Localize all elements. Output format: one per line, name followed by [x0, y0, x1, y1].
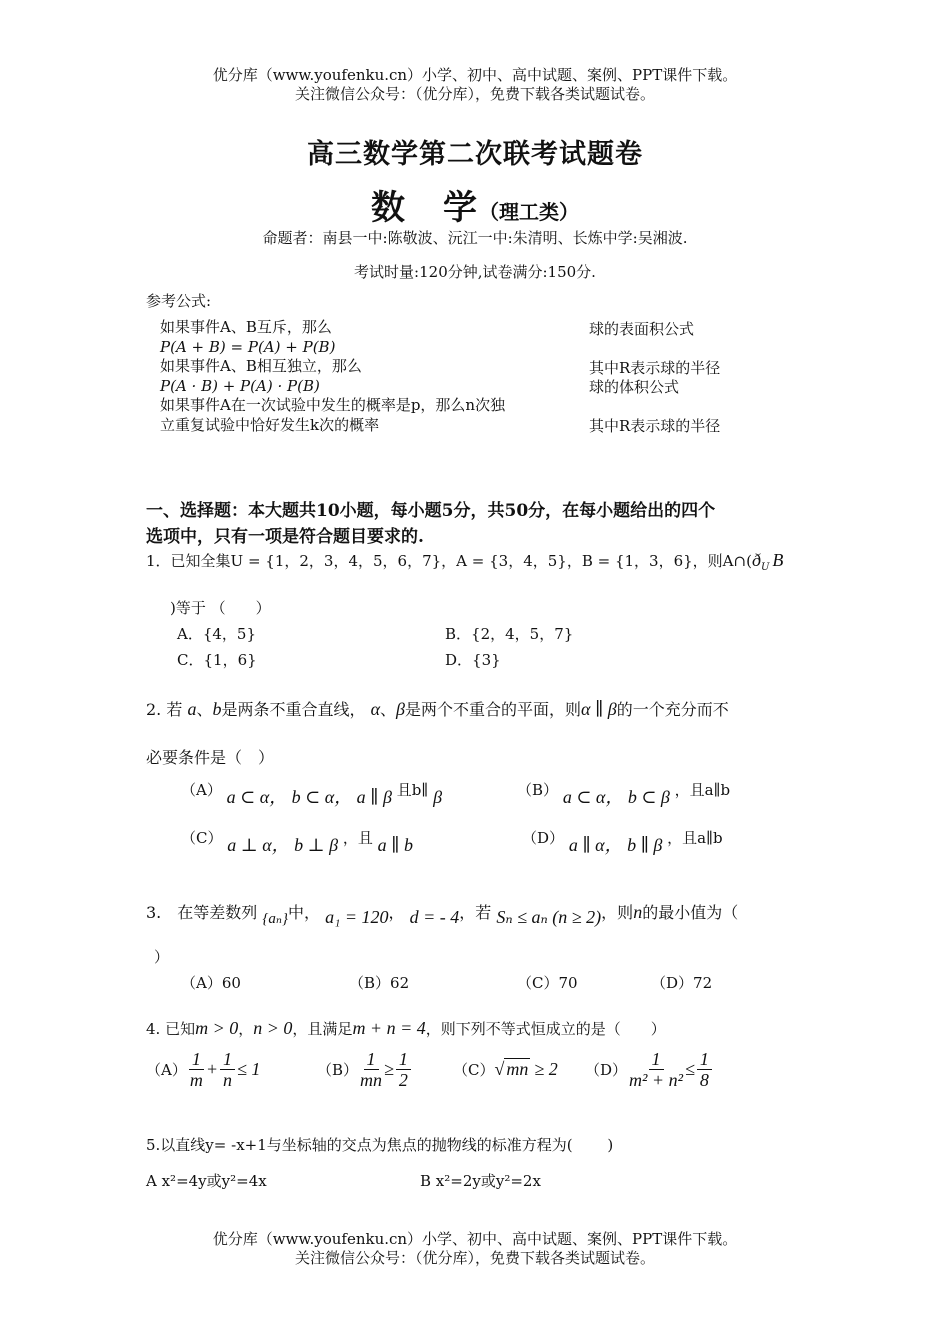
q2-d-math: a ∥ α， b ∥ β [568, 835, 663, 855]
q4-stem [146, 1018, 666, 1039]
q4-cond2: n > 0 [253, 1018, 293, 1038]
site-banner-line2: 关注微信公众号：（优分库），免费下载各类试题试卷。 [294, 85, 655, 103]
subject-note: （理工类） [479, 200, 579, 224]
q4-comma1: ， [238, 1020, 254, 1038]
q4-a-label: （A） [146, 1060, 187, 1079]
sqrt-symbol: √ [494, 1058, 505, 1079]
q1-stem [146, 550, 783, 573]
q3-option-d: （D）72 [651, 974, 713, 992]
q4-b-label: （B） [317, 1060, 359, 1079]
complement-symbol: ð [751, 550, 761, 570]
q2-option-c [181, 823, 413, 855]
q2-stem-cont: 必要条件是（ ） [146, 748, 275, 767]
q2-d-tail: ，且a∥b [667, 829, 723, 847]
q2-b-tail: ，且a∥b [674, 781, 731, 799]
q4-c-label: （C） [453, 1060, 495, 1079]
subject-name: 数 学 [371, 188, 479, 228]
q2-sep1: 、 [196, 700, 213, 719]
sqrt-radicand: mn [506, 1059, 529, 1079]
q2-condition: α ∥ β [581, 699, 617, 719]
fraction: $\frac{1}{mn}$ [360, 1048, 383, 1090]
section-heading-line2: 选项中，只有一项是符合题目要求的. [146, 527, 424, 547]
q3-text2: ，若 [459, 903, 492, 922]
q2-a-end: β [433, 787, 443, 807]
q5-option-b: B x²=2y或y²=2x [420, 1172, 541, 1190]
q4-cond1: m > 0 [195, 1018, 239, 1038]
q4-option-c: （C） √ mn ≥ 2 [453, 1058, 558, 1079]
q2-c-label: （C） [181, 829, 223, 847]
q5-stem: 5.以直线y= -x+1与坐标轴的交点为焦点的抛物线的标准方程为( ) [146, 1136, 614, 1154]
q4-cond3: m + n = 4 [352, 1018, 426, 1038]
q4-text1: ，且满足 [292, 1020, 353, 1038]
formula-line: 如果事件A、B相互独立，那么 [160, 357, 362, 375]
site-footer-line1: 优分库（www.youfenku.cn）小学、初中、高中试题、案例、PPT课件下载。 [212, 1230, 738, 1248]
line-b: b [212, 699, 222, 719]
q2-c-math: a ⊥ α， b ⊥ β [227, 835, 339, 855]
q4-text2: ，则下列不等式恒成立的是（ ） [425, 1020, 666, 1038]
formula-right-2: 其中R表示球的半径 [589, 359, 721, 377]
set-b: B [772, 550, 784, 570]
q2-c-end: a ∥ b [377, 835, 413, 855]
q3-n: n [633, 902, 643, 922]
formulas-left [160, 318, 505, 435]
q3-text4: 的最小值为（ [642, 903, 739, 922]
q3-text3: ，则 [601, 903, 634, 922]
plane-alpha: α [370, 699, 381, 719]
exam-authors: 命题者：南县一中:陈敬波、沅江一中:朱清明、长炼中学:吴湘波. [262, 229, 688, 247]
q3-option-a: （A）60 [181, 974, 241, 992]
q1-stem-text: 1．已知全集U = {1，2，3，4，5，6，7}，A = {3，4，5}，B = {1，3，6}，则A∩( [146, 552, 752, 570]
q2-stem [146, 697, 729, 720]
universal-subscript: U [760, 562, 770, 573]
q3-option-c: （C）70 [517, 974, 578, 992]
q3-text1: 中， [287, 903, 320, 922]
fraction: $\frac{1}{n}$ [220, 1049, 235, 1090]
q2-c-tail: ，且 [342, 829, 373, 847]
q3-comma1: ， [388, 903, 405, 922]
q3-option-b: （B）62 [349, 974, 410, 992]
q2-a-tail: 且b∥ [396, 781, 429, 799]
exam-time-info: 考试时量:120分钟,试卷满分:150分. [354, 263, 596, 281]
q1-option-c: C．{1，6} [177, 651, 257, 669]
q3-sequence: {aₙ} [262, 911, 288, 927]
q3-stem [146, 900, 739, 927]
formula-right-4: 其中R表示球的半径 [589, 417, 721, 435]
q4-option-b: （B） $\frac{1}{mn}$ ≥ $\frac{1}{2}$ [317, 1046, 413, 1092]
site-footer-line2: 关注微信公众号：（优分库），免费下载各类试题试卷。 [294, 1249, 655, 1267]
q3-condition: Sₙ ≤ aₙ (n ≥ 2) [496, 907, 602, 927]
exam-subject [0, 180, 950, 229]
formula-line: 立重复试验中恰好发生k次的概率 [160, 415, 380, 434]
q1-option-b: B．{2，4，5，7} [445, 625, 574, 643]
q2-a-math: a ⊂ α， b ⊂ α， a ∥ β [226, 787, 392, 807]
q3-stem-cont: ） [154, 948, 170, 966]
fraction: $\frac{1}{2}$ [396, 1049, 411, 1090]
section-heading-line1: 一、选择题：本大题共10小题，每小题5分，共50分，在每小题给出的四个 [146, 501, 716, 521]
plane-beta: β [396, 699, 406, 719]
q2-option-a [181, 775, 443, 807]
q2-a-label: （A） [181, 781, 222, 799]
formula-line: P(A · B) + P(A) · P(B) [160, 376, 320, 395]
formulas-heading: 参考公式: [146, 292, 212, 310]
formula-right-3: 球的体积公式 [589, 378, 680, 396]
q2-d-label: （D） [522, 829, 565, 847]
fraction: $\frac{1}{m}$ [189, 1048, 203, 1090]
exam-title: 高三数学第二次联考试题卷 [307, 139, 643, 170]
q2-option-b [517, 775, 731, 807]
fraction: $\frac{1}{8}$ [697, 1049, 712, 1090]
q2-text1: 是两条不重合直线， [221, 700, 366, 719]
formula-right-1: 球的表面积公式 [589, 320, 695, 338]
q4-option-a: （A） $\frac{1}{m}$ + $\frac{1}{n}$ ≤ 1 [146, 1048, 261, 1090]
q5-option-a: A x²=4y或y²=4x [146, 1172, 267, 1190]
q1-stem-cont: )等于 （ ） [170, 599, 271, 617]
q3-a1: a₁ = 120 [325, 907, 389, 927]
q2-text2: 是两个不重合的平面，则 [405, 700, 582, 719]
formula-line: 如果事件A、B互斥，那么 [160, 318, 332, 336]
formula-line: 如果事件A在一次试验中发生的概率是p，那么n次独 [160, 396, 506, 414]
line-a: a [187, 699, 197, 719]
q2-b-label: （B） [517, 781, 559, 799]
q3-num: 3. 在等差数列 [146, 903, 258, 922]
q2-num: 2. 若 [146, 700, 183, 719]
q2-b-math: a ⊂ α， b ⊂ β [562, 787, 670, 807]
q3-d: d = - 4 [409, 907, 460, 927]
q2-sep2: 、 [380, 700, 397, 719]
fraction: $\frac{1}{\text{m² + n²}}$ [629, 1048, 683, 1090]
q1-option-a: A．{4，5} [177, 625, 257, 643]
q4-option-d: （D） $\frac{1}{\text{m² + n²}}$ ≤ $\frac{1}{8}$ [585, 1046, 714, 1092]
q2-text3: 的一个充分而不 [616, 700, 729, 719]
q4-d-label: （D） [585, 1060, 628, 1079]
q2-option-d [522, 823, 723, 855]
formula-line: P(A + B) = P(A) + P(B) [160, 337, 336, 356]
site-banner-line1: 优分库（www.youfenku.cn）小学、初中、高中试题、案例、PPT课件下载。 [212, 66, 738, 84]
q1-option-d: D．{3} [445, 651, 501, 669]
q4-num: 4. 已知 [146, 1020, 196, 1038]
